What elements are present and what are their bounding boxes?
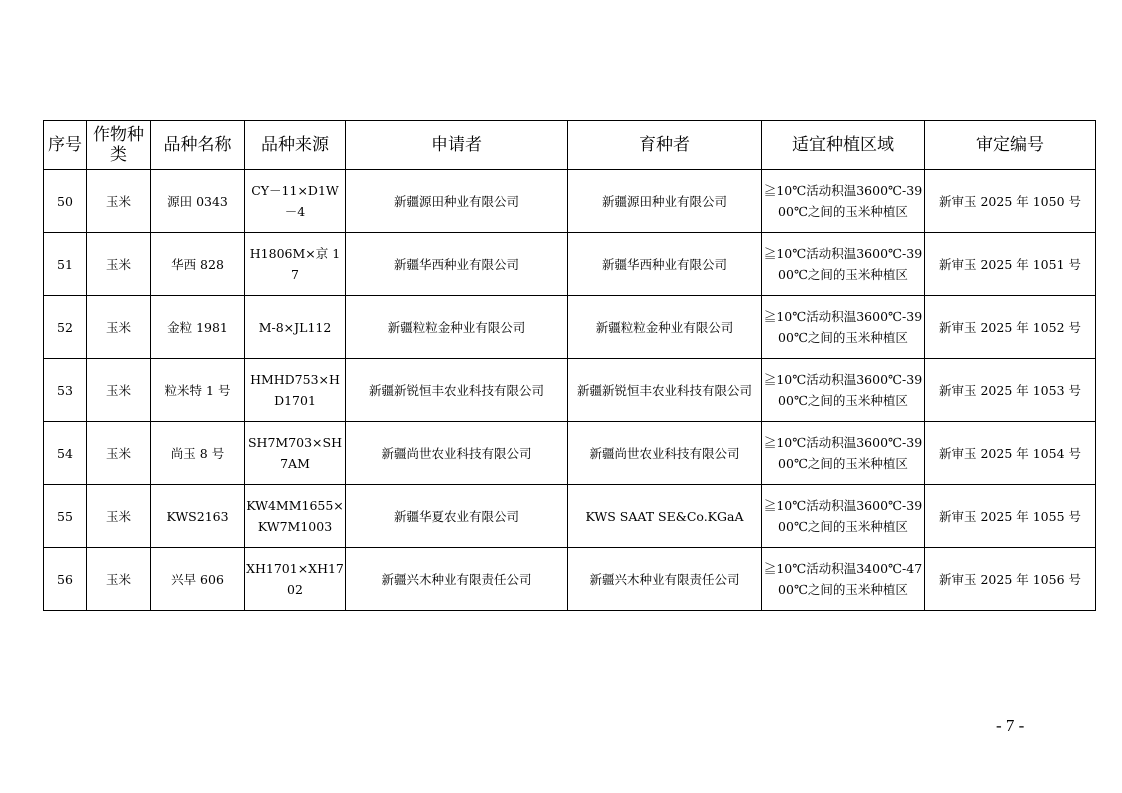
header-approval-number: 审定编号 <box>925 121 1096 170</box>
header-breeder: 育种者 <box>568 121 762 170</box>
header-row <box>44 121 1096 170</box>
cell-variety-source: SH7M703×SH7AM <box>245 422 346 485</box>
cell-breeder: 新疆粒粒金种业有限公司 <box>568 296 762 359</box>
cell-crop-type: 玉米 <box>87 548 151 611</box>
cell-variety-name: 兴早 606 <box>151 548 245 611</box>
cell-variety-source: M-8×JL112 <box>245 296 346 359</box>
cell-approval-number: 新审玉 2025 年 1050 号 <box>925 170 1096 233</box>
cell-variety-name: 华西 828 <box>151 233 245 296</box>
table-row <box>44 359 1096 422</box>
cell-variety-source: HMHD753×HD1701 <box>245 359 346 422</box>
table-row <box>44 422 1096 485</box>
cell-suitable-region: ≧10℃活动积温3600℃-3900℃之间的玉米种植区 <box>762 170 925 233</box>
cell-applicant: 新疆源田种业有限公司 <box>346 170 568 233</box>
table-row <box>44 233 1096 296</box>
cell-applicant: 新疆华西种业有限公司 <box>346 233 568 296</box>
cell-breeder: KWS SAAT SE&Co.KGaA <box>568 485 762 548</box>
header-variety-source: 品种来源 <box>245 121 346 170</box>
cell-variety-name: 金粒 1981 <box>151 296 245 359</box>
cell-applicant: 新疆粒粒金种业有限公司 <box>346 296 568 359</box>
cell-approval-number: 新审玉 2025 年 1054 号 <box>925 422 1096 485</box>
table-header <box>44 121 1096 170</box>
cell-crop-type: 玉米 <box>87 170 151 233</box>
cell-suitable-region: ≧10℃活动积温3600℃-3900℃之间的玉米种植区 <box>762 485 925 548</box>
table-body <box>44 170 1096 611</box>
cell-suitable-region: ≧10℃活动积温3400℃-4700℃之间的玉米种植区 <box>762 548 925 611</box>
table-row <box>44 548 1096 611</box>
cell-breeder: 新疆新锐恒丰农业科技有限公司 <box>568 359 762 422</box>
cell-applicant: 新疆尚世农业科技有限公司 <box>346 422 568 485</box>
cell-crop-type: 玉米 <box>87 485 151 548</box>
cell-variety-source: CY－11×D1W－4 <box>245 170 346 233</box>
cell-approval-number: 新审玉 2025 年 1051 号 <box>925 233 1096 296</box>
cell-applicant: 新疆华夏农业有限公司 <box>346 485 568 548</box>
cell-crop-type: 玉米 <box>87 296 151 359</box>
cell-approval-number: 新审玉 2025 年 1053 号 <box>925 359 1096 422</box>
page-number: - 7 - <box>996 716 1025 735</box>
cell-breeder: 新疆源田种业有限公司 <box>568 170 762 233</box>
cell-approval-number: 新审玉 2025 年 1056 号 <box>925 548 1096 611</box>
header-applicant: 申请者 <box>346 121 568 170</box>
cell-applicant: 新疆兴木种业有限责任公司 <box>346 548 568 611</box>
cell-crop-type: 玉米 <box>87 233 151 296</box>
cell-serial-number: 55 <box>44 485 87 548</box>
cell-serial-number: 50 <box>44 170 87 233</box>
cell-suitable-region: ≧10℃活动积温3600℃-3900℃之间的玉米种植区 <box>762 422 925 485</box>
table-row <box>44 485 1096 548</box>
cell-serial-number: 53 <box>44 359 87 422</box>
cell-variety-name: 源田 0343 <box>151 170 245 233</box>
table-row <box>44 296 1096 359</box>
variety-approval-table <box>43 120 1096 611</box>
cell-approval-number: 新审玉 2025 年 1052 号 <box>925 296 1096 359</box>
header-crop-type: 作物种类 <box>87 121 151 170</box>
cell-breeder: 新疆兴木种业有限责任公司 <box>568 548 762 611</box>
cell-suitable-region: ≧10℃活动积温3600℃-3900℃之间的玉米种植区 <box>762 233 925 296</box>
cell-serial-number: 52 <box>44 296 87 359</box>
cell-suitable-region: ≧10℃活动积温3600℃-3900℃之间的玉米种植区 <box>762 359 925 422</box>
cell-variety-name: KWS2163 <box>151 485 245 548</box>
cell-variety-source: H1806M×京 17 <box>245 233 346 296</box>
cell-crop-type: 玉米 <box>87 422 151 485</box>
header-suitable-region: 适宜种植区域 <box>762 121 925 170</box>
cell-applicant: 新疆新锐恒丰农业科技有限公司 <box>346 359 568 422</box>
cell-variety-name: 粒米特 1 号 <box>151 359 245 422</box>
cell-breeder: 新疆华西种业有限公司 <box>568 233 762 296</box>
cell-crop-type: 玉米 <box>87 359 151 422</box>
table-row <box>44 170 1096 233</box>
cell-variety-source: XH1701×XH1702 <box>245 548 346 611</box>
header-variety-name: 品种名称 <box>151 121 245 170</box>
cell-serial-number: 56 <box>44 548 87 611</box>
cell-breeder: 新疆尚世农业科技有限公司 <box>568 422 762 485</box>
header-serial-number: 序号 <box>44 121 87 170</box>
cell-suitable-region: ≧10℃活动积温3600℃-3900℃之间的玉米种植区 <box>762 296 925 359</box>
cell-variety-source: KW4MM1655×KW7M1003 <box>245 485 346 548</box>
cell-serial-number: 54 <box>44 422 87 485</box>
cell-serial-number: 51 <box>44 233 87 296</box>
cell-variety-name: 尚玉 8 号 <box>151 422 245 485</box>
cell-approval-number: 新审玉 2025 年 1055 号 <box>925 485 1096 548</box>
